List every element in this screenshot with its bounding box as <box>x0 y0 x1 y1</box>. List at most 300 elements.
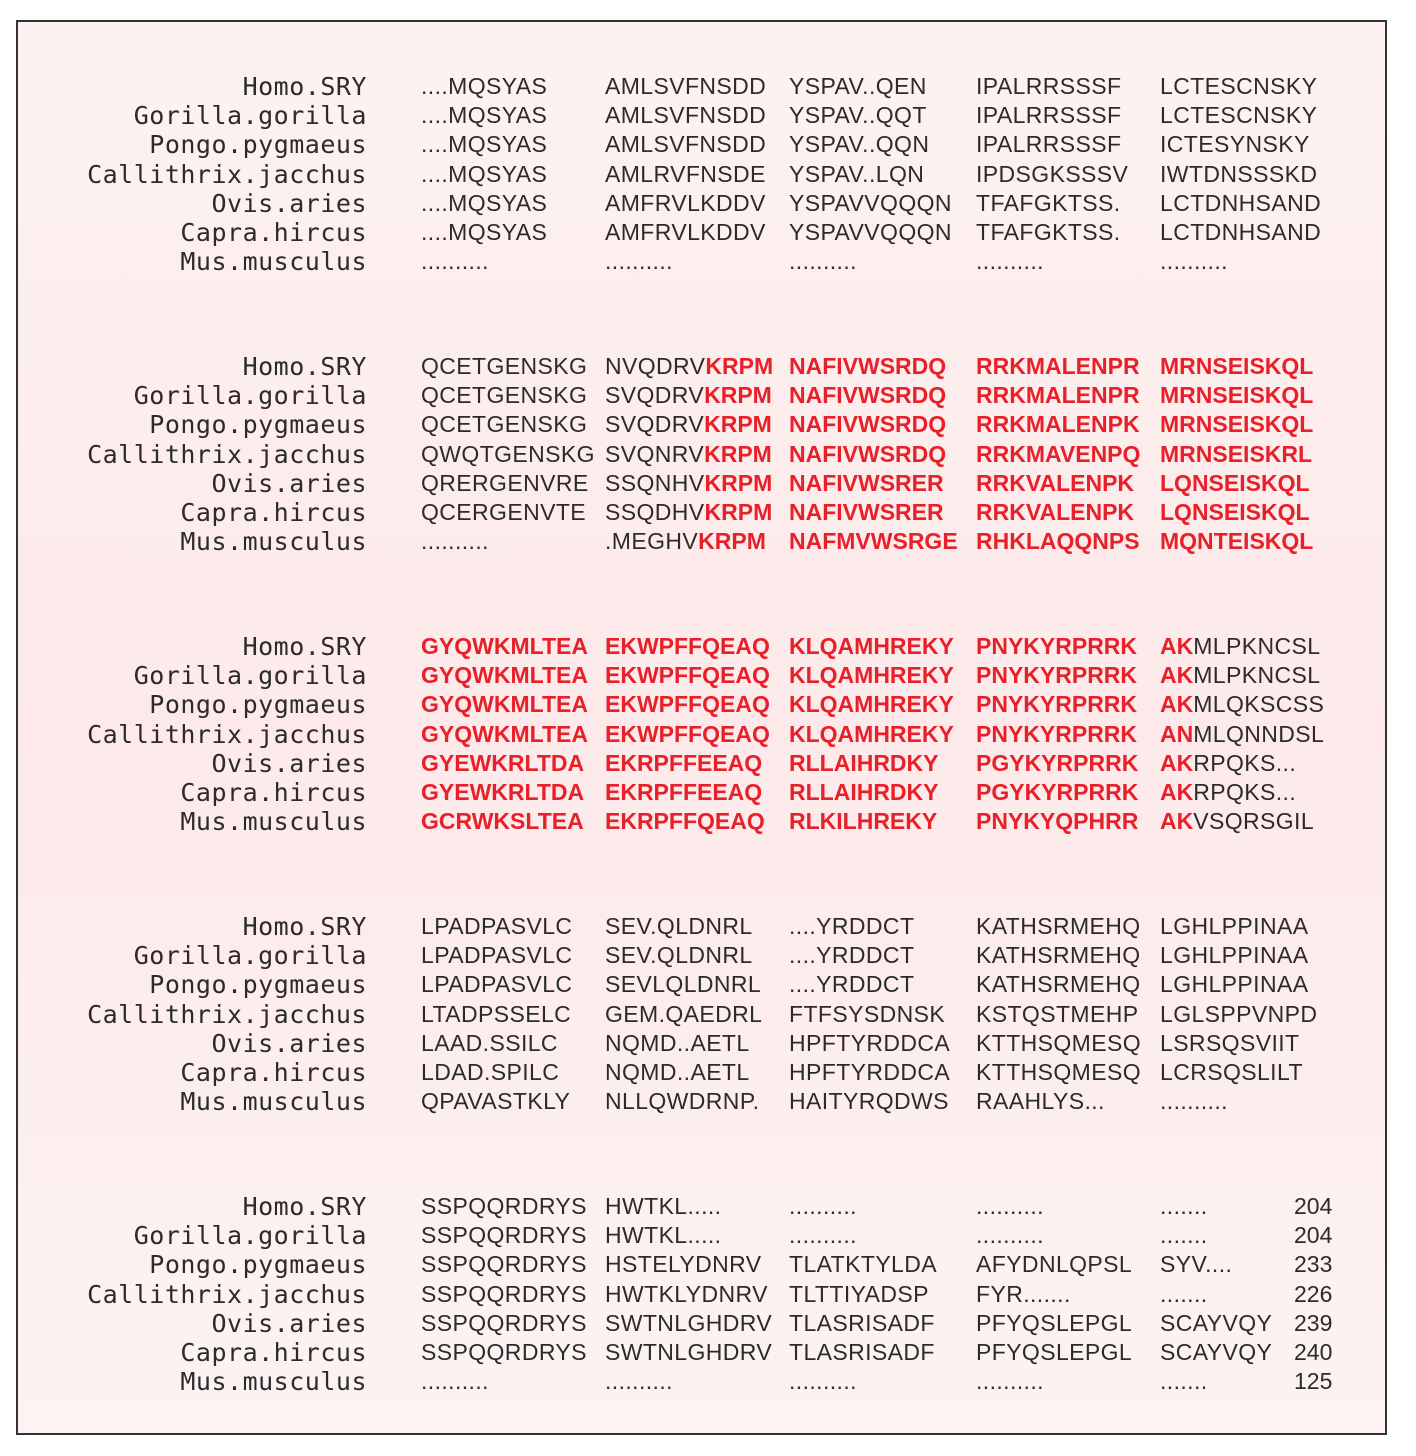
species-name: Gorilla.gorilla <box>133 941 367 971</box>
sequence-segment: KTTHSQMESQ <box>976 1059 1142 1085</box>
sequence-segment: IPALRRSSSF <box>976 73 1122 99</box>
sequence-segment <box>976 778 1156 807</box>
sequence-segment: KTTHSQMESQ <box>976 1029 1142 1056</box>
sequence-segment <box>1160 410 1340 439</box>
sequence-segment <box>976 527 1156 556</box>
sequence-segment: ....YRDDCT <box>789 913 915 939</box>
sequence-segment: .......... <box>421 528 489 555</box>
conserved-hmg-box: LQNSEISKQL <box>1160 499 1310 525</box>
species-name: Homo.SRY <box>242 1192 367 1221</box>
species-name: Homo.SRY <box>242 912 367 941</box>
conserved-hmg-box: MRNSEISKQL <box>1160 411 1314 438</box>
sequence-segment <box>1160 527 1340 556</box>
sequence-length: 204 <box>1294 1222 1333 1249</box>
sequence-row <box>18 352 1385 381</box>
sequence-row <box>18 189 1385 218</box>
sequence-segment: LGLSPPVNPD <box>1160 1000 1318 1027</box>
species-name: Gorilla.gorilla <box>133 661 367 691</box>
conserved-hmg-box: EKRPFFEEAQ <box>605 749 763 776</box>
species-name: Ovis.aries <box>211 188 367 218</box>
conserved-hmg-box: GYQWKMLTEA <box>421 633 588 659</box>
sequence-segment: YSPAV..QEN <box>789 73 927 99</box>
species-name: Homo.SRY <box>242 352 367 381</box>
sequence-segment: LDAD.SPILC <box>421 1059 560 1085</box>
conserved-hmg-box: GCRWKSLTEA <box>421 808 584 835</box>
sequence-segment: ....MQSYAS <box>421 160 548 187</box>
sequence-row <box>18 1087 1385 1116</box>
conserved-hmg-box: MRNSEISKRL <box>1160 440 1313 467</box>
sequence-segment <box>789 749 969 778</box>
sequence-segment: SVQDRVKRPM <box>605 382 772 409</box>
conserved-hmg-box: GYQWKMLTEA <box>421 720 588 747</box>
sequence-row <box>18 160 1385 189</box>
conserved-hmg-box: RRKVALENPK <box>976 469 1135 496</box>
conserved-hmg-box: RLKILHREKY <box>789 808 938 835</box>
conserved-hmg-box: AK <box>1160 691 1194 718</box>
conserved-hmg-box: RHKLAQQNPS <box>976 528 1140 555</box>
sequence-segment: SWTNLGHDRV <box>605 1339 773 1365</box>
sequence-segment: LPADPASVLC <box>421 942 573 969</box>
sequence-segment <box>1160 381 1340 410</box>
sequence-row <box>18 1192 1385 1221</box>
sequence-segment: YSPAV..LQN <box>789 160 925 187</box>
sequence-segment <box>789 440 969 469</box>
sequence-segment: AMLSVFNSDD <box>605 102 767 129</box>
sequence-segment: PFYQSLEPGL <box>976 1339 1133 1365</box>
species-name: Mus.musculus <box>180 1367 367 1397</box>
sequence-row <box>18 1309 1385 1338</box>
sequence-segment: IPDSGKSSSV <box>976 160 1129 187</box>
sequence-segment: IPALRRSSSF <box>976 102 1122 129</box>
sequence-row <box>18 749 1385 778</box>
species-name: Gorilla.gorilla <box>133 1221 367 1251</box>
conserved-hmg-box: RRKMALENPK <box>976 411 1140 438</box>
sequence-row <box>18 1058 1385 1087</box>
sequence-segment: LGHLPPINAA <box>1160 942 1309 969</box>
sequence-segment: .......... <box>976 1222 1044 1249</box>
sequence-segment: .......... <box>789 1193 857 1219</box>
species-name: Callithrix.jacchus <box>87 999 367 1029</box>
sequence-segment: NLLQWDRNP. <box>605 1088 760 1115</box>
sequence-segment: LTADPSSELC <box>421 1000 572 1027</box>
conserved-hmg-box: NAFIVWSRER <box>789 469 944 496</box>
sequence-row <box>18 440 1385 469</box>
sequence-segment <box>605 778 785 807</box>
sequence-row <box>18 381 1385 410</box>
conserved-hmg-box: EKWPFFQEAQ <box>605 633 770 659</box>
sequence-row <box>18 720 1385 749</box>
sequence-row <box>18 469 1385 498</box>
species-name: Homo.SRY <box>242 632 367 661</box>
conserved-hmg-box: PNYKYRPRRK <box>976 662 1138 689</box>
sequence-segment <box>789 352 969 381</box>
sequence-segment: SYV.... <box>1160 1251 1233 1278</box>
sequence-segment <box>421 661 601 690</box>
sequence-segment: ....... <box>1160 1222 1208 1249</box>
species-name: Pongo.pygmaeus <box>149 410 367 440</box>
sequence-segment: TLASRISADF <box>789 1309 935 1336</box>
conserved-hmg-box: EKWPFFQEAQ <box>605 691 770 718</box>
species-name: Capra.hircus <box>180 778 367 807</box>
sequence-segment: AFYDNLQPSL <box>976 1251 1133 1278</box>
species-name: Mus.musculus <box>180 1087 367 1117</box>
sequence-segment <box>789 381 969 410</box>
conserved-hmg-box: NAFIVWSRDQ <box>789 353 947 379</box>
sequence-row <box>18 1221 1385 1250</box>
sequence-row <box>18 101 1385 130</box>
conserved-hmg-box: NAFIVWSRDQ <box>789 411 947 438</box>
sequence-segment: QWQTGENSKG <box>421 440 595 467</box>
sequence-segment <box>976 381 1156 410</box>
sequence-segment: SSPQQRDRYS <box>421 1251 587 1278</box>
sequence-segment: LSRSQSVIIT <box>1160 1029 1300 1056</box>
conserved-hmg-box: NAFIVWSRDQ <box>789 440 947 467</box>
species-name: Pongo.pygmaeus <box>149 970 367 1000</box>
sequence-segment <box>976 720 1156 749</box>
conserved-hmg-box: KLQAMHREKY <box>789 633 954 659</box>
sequence-segment: SEVLQLDNRL <box>605 971 762 998</box>
sequence-segment <box>976 352 1156 381</box>
conserved-hmg-box: GYEWKRLTDA <box>421 749 585 776</box>
sequence-row <box>18 632 1385 661</box>
sequence-segment: FYR....... <box>976 1280 1071 1307</box>
sequence-segment <box>1160 352 1340 381</box>
sequence-segment <box>789 410 969 439</box>
species-name: Capra.hircus <box>180 218 367 247</box>
conserved-hmg-box: AK <box>1160 808 1194 835</box>
sequence-row <box>18 1250 1385 1279</box>
sequence-segment <box>421 632 601 661</box>
sequence-row <box>18 778 1385 807</box>
sequence-segment <box>976 498 1156 527</box>
sequence-segment: ICTESYNSKY <box>1160 131 1310 158</box>
sequence-segment: AKMLPKNCSL <box>1160 662 1321 689</box>
sequence-segment: HSTELYDNRV <box>605 1251 762 1278</box>
sequence-row <box>18 970 1385 999</box>
sequence-segment: .......... <box>789 1368 857 1395</box>
conserved-hmg-box: EKRPFFQEAQ <box>605 808 765 835</box>
conserved-hmg-box: RRKMALENPR <box>976 353 1140 379</box>
conserved-hmg-box: MQNTEISKQL <box>1160 528 1314 555</box>
sequence-segment: HAITYRQDWS <box>789 1088 949 1115</box>
sequence-length: 204 <box>1294 1193 1333 1219</box>
sequence-segment: .......... <box>1160 248 1228 275</box>
sequence-segment <box>605 720 785 749</box>
species-name: Callithrix.jacchus <box>87 719 367 749</box>
sequence-segment: .......... <box>789 1222 857 1249</box>
sequence-segment: SWTNLGHDRV <box>605 1309 773 1336</box>
sequence-segment: SSQDHVKRPM <box>605 499 773 525</box>
sequence-segment: FTFSYSDNSK <box>789 1000 946 1027</box>
sequence-segment <box>789 498 969 527</box>
sequence-segment: KSTQSTMEHP <box>976 1000 1139 1027</box>
conserved-hmg-box: KRPM <box>704 469 773 496</box>
sequence-segment <box>605 661 785 690</box>
sequence-segment: AKMLPKNCSL <box>1160 633 1321 659</box>
sequence-segment: NVQDRVKRPM <box>605 353 774 379</box>
sequence-segment: HWTKL..... <box>605 1193 722 1219</box>
conserved-hmg-box: AK <box>1160 662 1194 689</box>
conserved-hmg-box: EKWPFFQEAQ <box>605 662 770 689</box>
sequence-segment: IWTDNSSSKD <box>1160 160 1318 187</box>
sequence-row <box>18 410 1385 439</box>
sequence-segment <box>976 661 1156 690</box>
conserved-hmg-box: AK <box>1160 749 1194 776</box>
sequence-segment: AMFRVLKDDV <box>605 219 766 245</box>
conserved-hmg-box: MRNSEISKQL <box>1160 353 1314 379</box>
sequence-segment: .......... <box>976 248 1044 275</box>
conserved-hmg-box: LQNSEISKQL <box>1160 469 1310 496</box>
sequence-segment: ....... <box>1160 1193 1208 1219</box>
conserved-hmg-box: AN <box>1160 720 1194 747</box>
sequence-segment: .......... <box>605 248 673 275</box>
sequence-row <box>18 912 1385 941</box>
sequence-segment: SEV.QLDNRL <box>605 942 753 969</box>
sequence-length: 125 <box>1294 1368 1333 1395</box>
sequence-segment: AMLRVFNSDE <box>605 160 766 187</box>
sequence-segment: ....YRDDCT <box>789 942 915 969</box>
species-name: Capra.hircus <box>180 1338 367 1367</box>
conserved-hmg-box: PNYKYRPRRK <box>976 691 1138 718</box>
sequence-row <box>18 527 1385 556</box>
species-name: Gorilla.gorilla <box>133 381 367 411</box>
species-name: Mus.musculus <box>180 807 367 837</box>
sequence-row <box>18 1338 1385 1367</box>
sequence-segment: QCETGENSKG <box>421 382 588 409</box>
conserved-hmg-box: RRKVALENPK <box>976 499 1135 525</box>
sequence-segment <box>976 749 1156 778</box>
sequence-segment: AKRPQKS... <box>1160 779 1297 805</box>
sequence-segment <box>605 632 785 661</box>
sequence-segment <box>976 632 1156 661</box>
sequence-segment: LCRSQSLILT <box>1160 1059 1303 1085</box>
sequence-segment <box>976 690 1156 719</box>
sequence-segment: SSPQQRDRYS <box>421 1339 587 1365</box>
conserved-hmg-box: RLLAIHRDKY <box>789 749 939 776</box>
sequence-segment <box>789 720 969 749</box>
sequence-segment: LGHLPPINAA <box>1160 913 1309 939</box>
sequence-length: 239 <box>1294 1309 1333 1336</box>
sequence-segment: ....MQSYAS <box>421 102 548 129</box>
sequence-segment <box>976 410 1156 439</box>
sequence-segment <box>421 690 601 719</box>
sequence-segment: SSPQQRDRYS <box>421 1309 587 1336</box>
sequence-segment <box>421 749 601 778</box>
sequence-segment: ANMLQNNDSL <box>1160 720 1325 747</box>
sequence-segment: IPALRRSSSF <box>976 131 1122 158</box>
sequence-segment: LPADPASVLC <box>421 971 573 998</box>
sequence-row <box>18 1029 1385 1058</box>
sequence-segment <box>605 749 785 778</box>
sequence-segment <box>1160 469 1340 498</box>
sequence-segment <box>789 632 969 661</box>
conserved-hmg-box: KRPM <box>704 499 773 525</box>
sequence-segment: LCTESCNSKY <box>1160 102 1318 129</box>
conserved-hmg-box: KLQAMHREKY <box>789 720 954 747</box>
sequence-segment: SSQNHVKRPM <box>605 469 773 496</box>
sequence-segment: AMFRVLKDDV <box>605 189 766 216</box>
conserved-hmg-box: KRPM <box>698 528 766 555</box>
alignment-figure <box>16 20 1387 1435</box>
conserved-hmg-box: RRKMALENPR <box>976 382 1140 409</box>
sequence-segment: .......... <box>976 1368 1044 1395</box>
conserved-hmg-box: KRPM <box>705 353 774 379</box>
sequence-segment: KATHSRMEHQ <box>976 971 1141 998</box>
species-name: Callithrix.jacchus <box>87 159 367 189</box>
sequence-segment: .......... <box>421 248 489 275</box>
sequence-segment <box>789 778 969 807</box>
species-name: Ovis.aries <box>211 1028 367 1058</box>
sequence-segment <box>605 690 785 719</box>
sequence-segment <box>789 469 969 498</box>
sequence-segment: TLTTIYADSP <box>789 1280 929 1307</box>
sequence-length: 240 <box>1294 1339 1333 1365</box>
sequence-row <box>18 941 1385 970</box>
conserved-hmg-box: PNYKYQPHRR <box>976 808 1139 835</box>
sequence-segment: YSPAV..QQN <box>789 131 930 158</box>
sequence-segment: TLASRISADF <box>789 1339 935 1365</box>
sequence-segment: LGHLPPINAA <box>1160 971 1309 998</box>
sequence-segment: TLATKTYLDA <box>789 1251 937 1278</box>
sequence-segment: AKRPQKS... <box>1160 749 1297 776</box>
sequence-segment <box>421 778 601 807</box>
sequence-segment: SSPQQRDRYS <box>421 1222 587 1249</box>
sequence-segment <box>1160 440 1340 469</box>
sequence-segment: .MEGHVKRPM <box>605 528 766 555</box>
sequence-segment: LCTDNHSAND <box>1160 219 1322 245</box>
conserved-hmg-box: GYEWKRLTDA <box>421 779 585 805</box>
sequence-segment <box>976 440 1156 469</box>
sequence-segment: .......... <box>1160 1088 1228 1115</box>
sequence-segment: QRERGENVRE <box>421 469 589 496</box>
sequence-segment: HPFTYRDDCA <box>789 1059 951 1085</box>
sequence-segment: SVQDRVKRPM <box>605 411 772 438</box>
sequence-segment: AKMLQKSCSS <box>1160 691 1325 718</box>
sequence-row <box>18 247 1385 276</box>
species-name: Gorilla.gorilla <box>133 101 367 131</box>
sequence-segment: ....MQSYAS <box>421 219 548 245</box>
sequence-segment: LAAD.SSILC <box>421 1029 558 1056</box>
conserved-hmg-box: GYQWKMLTEA <box>421 691 588 718</box>
sequence-segment <box>789 661 969 690</box>
sequence-segment: YSPAVVQQQN <box>789 189 952 216</box>
sequence-segment: .......... <box>421 1368 489 1395</box>
sequence-row <box>18 498 1385 527</box>
sequence-row <box>18 807 1385 836</box>
conserved-hmg-box: KLQAMHREKY <box>789 691 954 718</box>
sequence-segment <box>976 807 1156 836</box>
sequence-row <box>18 130 1385 159</box>
conserved-hmg-box: NAFIVWSRDQ <box>789 382 947 409</box>
sequence-segment: ....MQSYAS <box>421 73 548 99</box>
sequence-segment: ....YRDDCT <box>789 971 915 998</box>
species-name: Capra.hircus <box>180 1058 367 1087</box>
conserved-hmg-box: KRPM <box>704 411 772 438</box>
sequence-segment <box>789 527 969 556</box>
sequence-segment: PFYQSLEPGL <box>976 1309 1133 1336</box>
sequence-segment <box>789 690 969 719</box>
sequence-segment: QCETGENSKG <box>421 411 588 438</box>
conserved-hmg-box: NAFIVWSRER <box>789 499 944 525</box>
sequence-row <box>18 661 1385 690</box>
sequence-segment <box>1160 498 1340 527</box>
sequence-segment: TFAFGKTSS. <box>976 219 1121 245</box>
conserved-hmg-box: EKRPFFEEAQ <box>605 779 763 805</box>
sequence-segment: GEM.QAEDRL <box>605 1000 763 1027</box>
sequence-segment: SEV.QLDNRL <box>605 913 753 939</box>
sequence-segment: SCAYVQY <box>1160 1339 1273 1365</box>
sequence-segment: HPFTYRDDCA <box>789 1029 951 1056</box>
sequence-segment: QPAVASTKLY <box>421 1088 571 1115</box>
sequence-segment: QCETGENSKG <box>421 353 588 379</box>
species-name: Homo.SRY <box>242 72 367 101</box>
sequence-segment: TFAFGKTSS. <box>976 189 1121 216</box>
conserved-hmg-box: PGYKYRPRRK <box>976 779 1139 805</box>
sequence-segment: ....MQSYAS <box>421 131 548 158</box>
conserved-hmg-box: RRKMAVENPQ <box>976 440 1141 467</box>
species-name: Callithrix.jacchus <box>87 439 367 469</box>
species-name: Ovis.aries <box>211 1308 367 1338</box>
sequence-segment: AMLSVFNSDD <box>605 131 767 158</box>
sequence-row <box>18 1367 1385 1396</box>
sequence-segment: LCTESCNSKY <box>1160 73 1318 99</box>
species-name: Pongo.pygmaeus <box>149 1250 367 1280</box>
conserved-hmg-box: AK <box>1160 779 1194 805</box>
species-name: Pongo.pygmaeus <box>149 130 367 160</box>
conserved-hmg-box: AK <box>1160 633 1194 659</box>
species-name: Mus.musculus <box>180 527 367 557</box>
conserved-hmg-box: RLLAIHRDKY <box>789 779 939 805</box>
sequence-segment: HWTKLYDNRV <box>605 1280 768 1307</box>
sequence-row <box>18 218 1385 247</box>
conserved-hmg-box: KLQAMHREKY <box>789 662 954 689</box>
sequence-segment: KATHSRMEHQ <box>976 942 1141 969</box>
conserved-hmg-box: MRNSEISKQL <box>1160 382 1314 409</box>
sequence-segment: SSPQQRDRYS <box>421 1193 587 1219</box>
sequence-segment: RAAHLYS... <box>976 1088 1105 1115</box>
sequence-segment: ....MQSYAS <box>421 189 548 216</box>
species-name: Pongo.pygmaeus <box>149 690 367 720</box>
conserved-hmg-box: PNYKYRPRRK <box>976 633 1138 659</box>
sequence-segment <box>605 807 785 836</box>
sequence-segment <box>421 720 601 749</box>
sequence-segment: .......... <box>605 1368 673 1395</box>
sequence-segment: HWTKL..... <box>605 1222 722 1249</box>
conserved-hmg-box: PNYKYRPRRK <box>976 720 1138 747</box>
sequence-row <box>18 72 1385 101</box>
sequence-segment: AKVSQRSGIL <box>1160 808 1315 835</box>
sequence-segment: LPADPASVLC <box>421 913 573 939</box>
sequence-segment: NQMD..AETL <box>605 1029 750 1056</box>
species-name: Ovis.aries <box>211 748 367 778</box>
sequence-segment: QCERGENVTE <box>421 499 587 525</box>
species-name: Capra.hircus <box>180 498 367 527</box>
sequence-segment: ....... <box>1160 1368 1208 1395</box>
sequence-segment <box>976 469 1156 498</box>
sequence-segment: LCTDNHSAND <box>1160 189 1322 216</box>
sequence-segment: .......... <box>976 1193 1044 1219</box>
species-name: Callithrix.jacchus <box>87 1279 367 1309</box>
sequence-segment: NQMD..AETL <box>605 1059 750 1085</box>
sequence-segment: KATHSRMEHQ <box>976 913 1141 939</box>
sequence-segment: SSPQQRDRYS <box>421 1280 587 1307</box>
species-name: Mus.musculus <box>180 247 367 277</box>
conserved-hmg-box: EKWPFFQEAQ <box>605 720 770 747</box>
sequence-length: 233 <box>1294 1251 1333 1278</box>
sequence-segment: YSPAVVQQQN <box>789 219 952 245</box>
conserved-hmg-box: NAFMVWSRGE <box>789 528 958 555</box>
species-name: Ovis.aries <box>211 468 367 498</box>
